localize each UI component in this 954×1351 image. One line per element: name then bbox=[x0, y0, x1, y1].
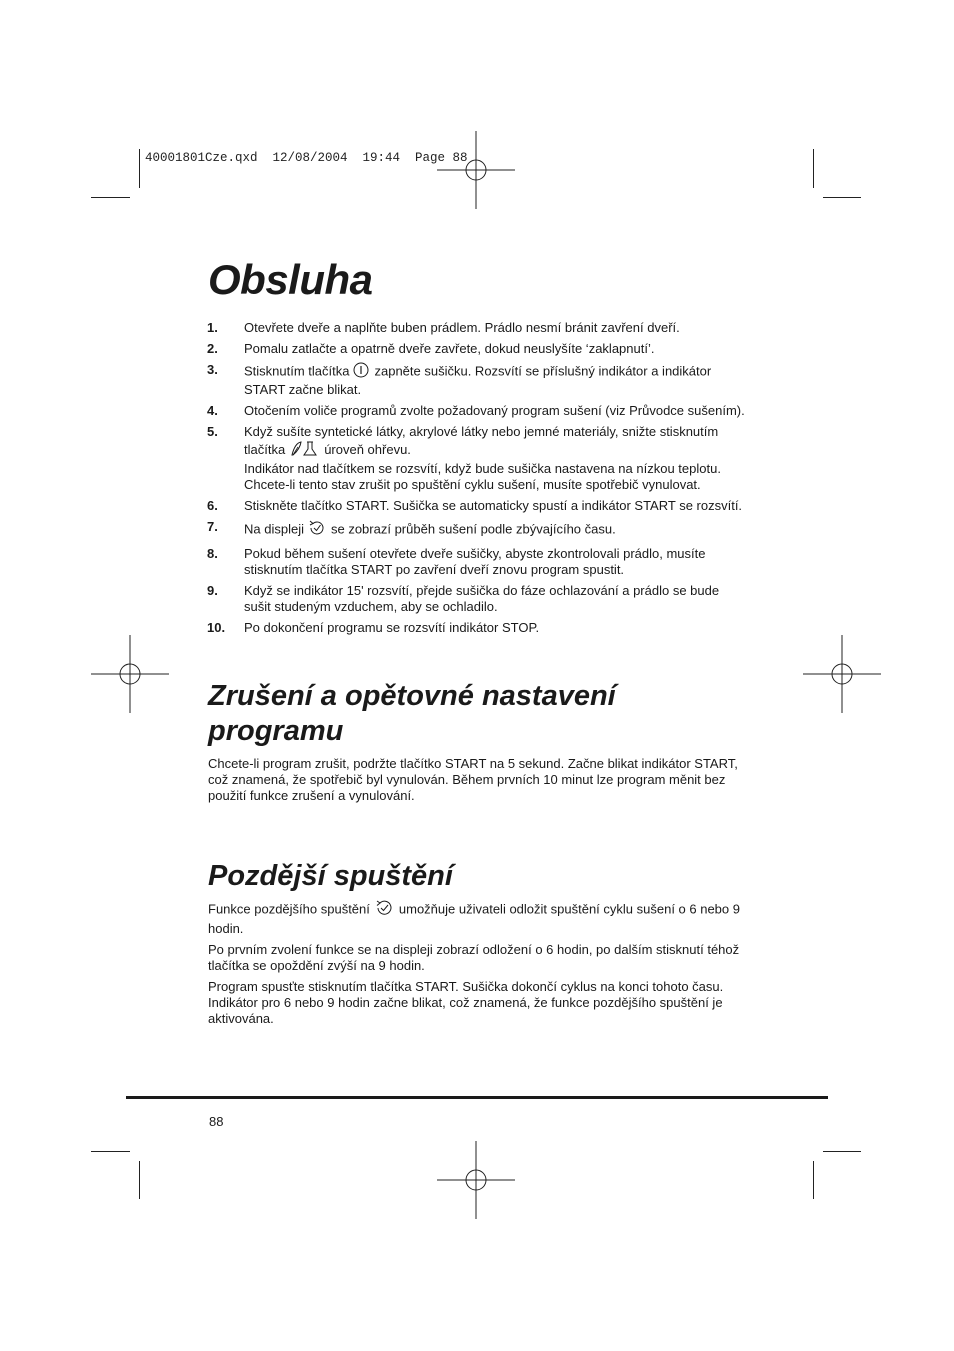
step-text: tlačítka bbox=[244, 441, 286, 457]
step-text: Na displeji bbox=[244, 521, 304, 537]
step-text: sušit studeným vzduchem, aby se ochladilo. bbox=[244, 599, 498, 614]
step-text: úroveň ohřevu. bbox=[324, 441, 411, 457]
timer-icon bbox=[308, 519, 326, 541]
crop-mark bbox=[139, 149, 140, 188]
step-item bbox=[207, 403, 752, 419]
step-number: 9. bbox=[207, 583, 218, 598]
step-text: Otočením voliče programů zvolte požadovaný program sušení (viz Průvodce sušením). bbox=[244, 403, 745, 418]
delay-timer-icon bbox=[374, 899, 394, 921]
step-number: 3. bbox=[207, 362, 218, 377]
step-text: Když se indikátor 15' rozsvítí, přejde sušička do fáze ochlazování a prádlo se bude bbox=[244, 583, 720, 598]
paragraph-text: umožňuje uživateli odložit spuštění cyklu sušení o 6 nebo 9 bbox=[398, 901, 740, 917]
step-text: se zobrazí průběh sušení podle zbývajícího času. bbox=[330, 521, 616, 537]
step-number: 10. bbox=[207, 620, 226, 635]
paragraph-line: aktivována. bbox=[208, 1011, 274, 1026]
step-item bbox=[207, 519, 752, 541]
crop-mark bbox=[91, 197, 130, 198]
step-item bbox=[207, 362, 752, 398]
paragraph-line: Indikátor pro 6 nebo 9 hodin začne blikat, což znamená, že funkce pozdějšího spuštění je bbox=[208, 995, 723, 1010]
step-number: 7. bbox=[207, 519, 218, 534]
step-text: Po dokončení programu se rozsvítí indikátor STOP. bbox=[244, 620, 540, 635]
step-item bbox=[207, 320, 752, 336]
paragraph-line: tlačítka se opoždění zvýší na 9 hodin. bbox=[208, 958, 425, 973]
heading-line: Zrušení a opětovné nastavení bbox=[208, 680, 616, 712]
page-title: Obsluha bbox=[208, 256, 373, 303]
crop-mark bbox=[813, 149, 814, 188]
paragraph-text: Funkce pozdějšího spuštění bbox=[208, 901, 370, 917]
paragraph-line: což znamená, že spotřebič byl vynulován. Během prvních 10 minut lze program měnit bez bbox=[208, 772, 726, 787]
paragraph-line: použití funkce zrušení a vynulování. bbox=[208, 788, 415, 803]
registration-mark-icon bbox=[91, 635, 169, 713]
delay-paragraphs bbox=[208, 899, 748, 1032]
paragraph-text: hodin. bbox=[208, 921, 244, 936]
crop-mark bbox=[813, 1161, 814, 1199]
operation-steps bbox=[207, 320, 752, 641]
paragraph-line: Po prvním zvolení funkce se na displeji zobrazí odložení o 6 hodin, po dalším stisknutí téhož bbox=[208, 942, 740, 957]
step-text: Otevřete dveře a naplňte buben prádlem. Prádlo nesmí bránit zavření dveří. bbox=[244, 320, 680, 335]
step-text: stisknutím tlačítka START po zavření dveří znovu program spustit. bbox=[244, 562, 625, 577]
section-heading-cancel bbox=[208, 679, 616, 749]
print-slug: 40001801Cze.qxd 12/08/2004 19:44 Page 88 bbox=[145, 151, 468, 165]
step-item bbox=[207, 620, 752, 636]
step-item bbox=[207, 341, 752, 357]
crop-mark bbox=[823, 197, 861, 198]
step-item bbox=[207, 424, 752, 493]
step-text: Indikátor nad tlačítkem se rozsvítí, když bude sušička nastavena na nízkou teplotu. bbox=[244, 461, 721, 476]
power-icon bbox=[353, 362, 369, 382]
step-number: 1. bbox=[207, 320, 218, 335]
step-text: Pokud během sušení otevřete dveře sušičky, abyste zkontrolovali prádlo, musíte bbox=[244, 546, 706, 561]
crop-mark bbox=[823, 1151, 861, 1152]
step-text: START začne blikat. bbox=[244, 382, 362, 397]
registration-mark-icon bbox=[437, 1141, 515, 1219]
step-number: 8. bbox=[207, 546, 218, 561]
step-text: zapněte sušičku. Rozsvítí se příslušný indikátor a indikátor bbox=[374, 363, 712, 379]
low-heat-icon bbox=[289, 440, 319, 461]
step-number: 6. bbox=[207, 498, 218, 513]
crop-mark bbox=[139, 1161, 140, 1199]
step-number: 5. bbox=[207, 424, 218, 439]
page-number: 88 bbox=[209, 1114, 224, 1129]
registration-mark-icon bbox=[437, 131, 515, 209]
registration-mark-icon bbox=[803, 635, 881, 713]
step-text: Stisknutím tlačítka bbox=[244, 363, 350, 379]
footer-rule bbox=[126, 1096, 828, 1099]
paragraph-line: Program spusťte stisknutím tlačítka START. Sušička dokončí cyklus na konci tohoto času. bbox=[208, 979, 724, 994]
crop-mark bbox=[91, 1151, 130, 1152]
step-item bbox=[207, 498, 752, 514]
cancel-paragraph bbox=[208, 756, 748, 809]
step-text: Pomalu zatlačte a opatrně dveře zavřete, dokud neuslyšíte ‘zaklapnutí’. bbox=[244, 341, 655, 356]
step-item bbox=[207, 583, 752, 615]
step-text: Když sušíte syntetické látky, akrylové látky nebo jemné materiály, snižte stisknutím bbox=[244, 424, 719, 439]
heading-line: programu bbox=[208, 715, 344, 747]
step-item bbox=[207, 546, 752, 578]
section-heading-delay: Pozdější spuštění bbox=[208, 860, 453, 892]
step-number: 4. bbox=[207, 403, 218, 418]
step-number: 2. bbox=[207, 341, 218, 356]
step-text: Stiskněte tlačítko START. Sušička se automaticky spustí a indikátor START se rozsvítí. bbox=[244, 498, 743, 513]
step-text: Chcete-li tento stav zrušit po spuštění cyklu sušení, musíte spotřebič vynulovat. bbox=[244, 477, 701, 492]
paragraph-line: Chcete-li program zrušit, podržte tlačítko START na 5 sekund. Začne blikat indikátor START, bbox=[208, 756, 738, 771]
